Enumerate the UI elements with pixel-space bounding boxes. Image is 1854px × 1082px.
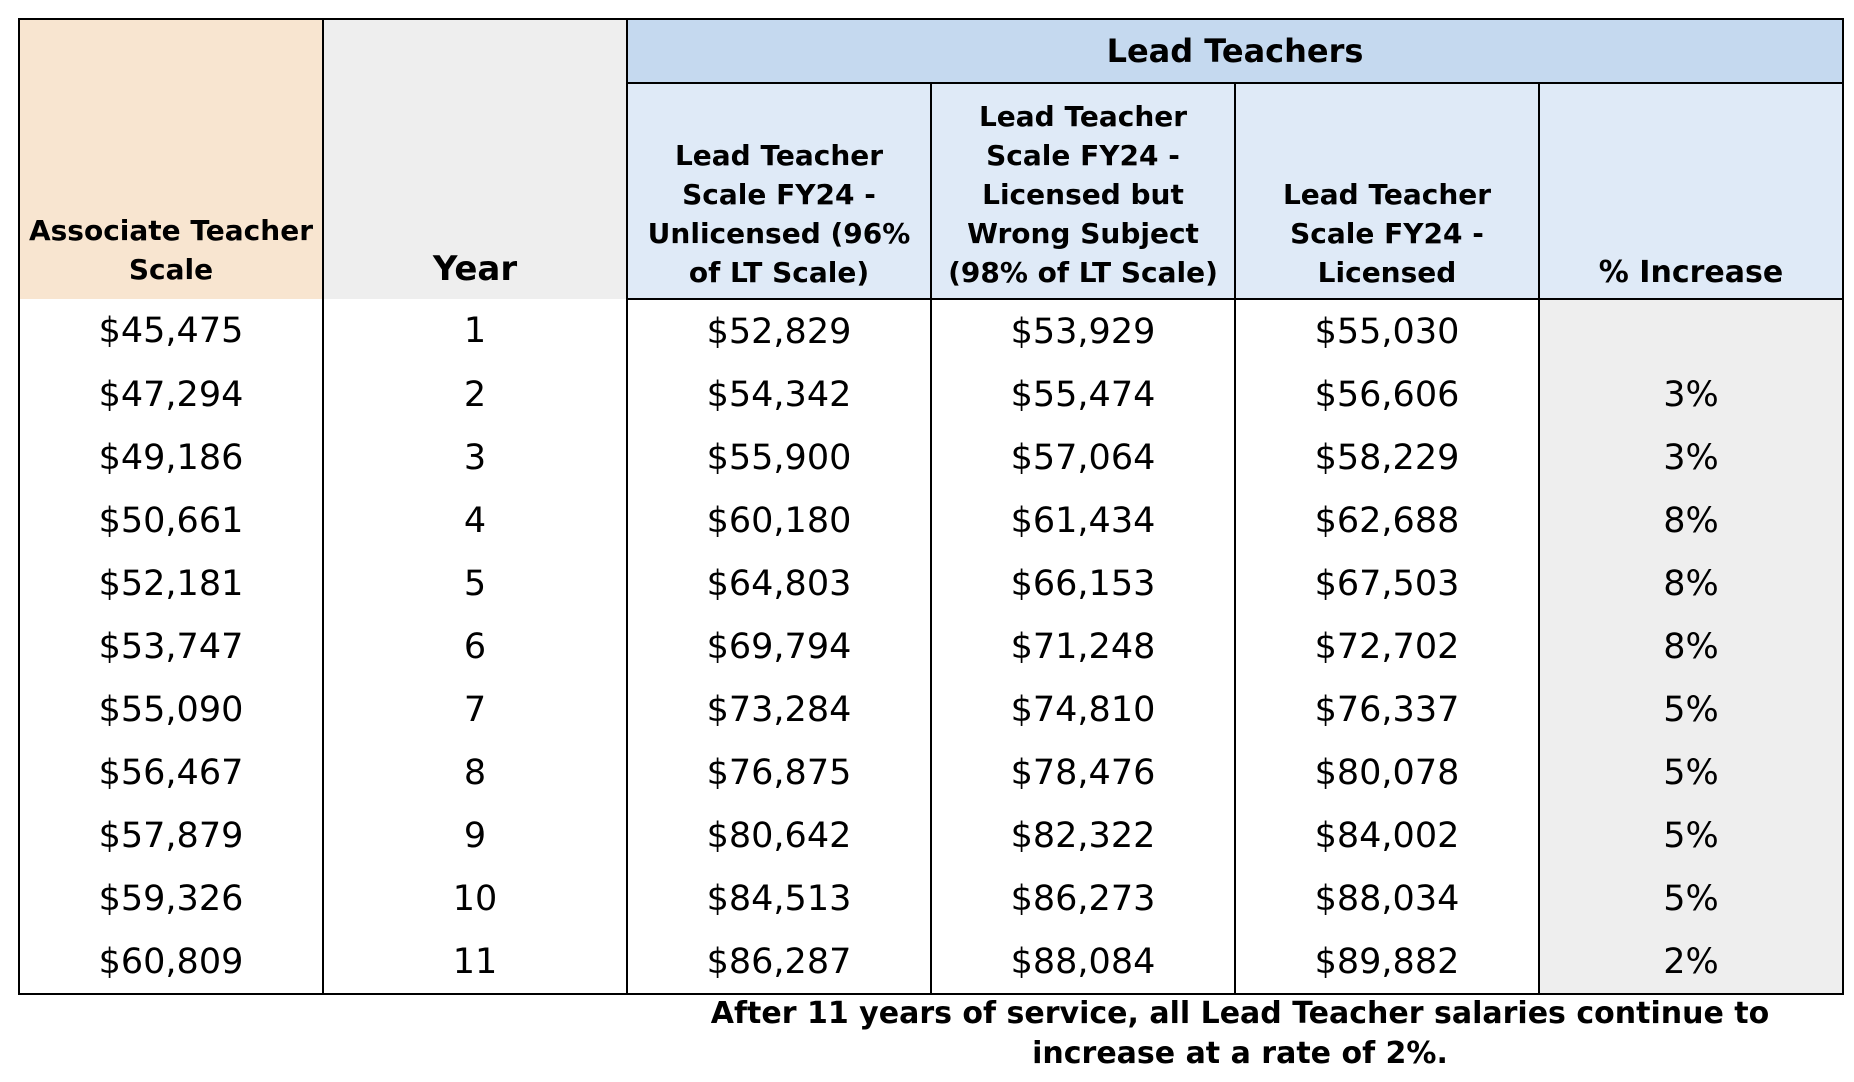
table-row	[19, 678, 1843, 741]
cell-lt-wrong-subject: $71,248	[931, 615, 1235, 678]
cell-pct-increase: 8%	[1539, 552, 1843, 615]
header-associate-scale: Associate Teacher Scale	[19, 19, 323, 299]
cell-lt-unlicensed: $76,875	[627, 741, 931, 804]
cell-year: 9	[323, 804, 627, 867]
cell-lt-unlicensed: $60,180	[627, 489, 931, 552]
cell-year: 3	[323, 426, 627, 489]
footnote: After 11 years of service, all Lead Teacher salaries continue to increase at a rate of 2%.	[710, 996, 1770, 1071]
salary-scale-table	[18, 18, 1844, 995]
cell-associate-scale: $49,186	[19, 426, 323, 489]
header-lt-wrong-subject: Lead Teacher Scale FY24 - Licensed but Wrong Subject (98% of LT Scale)	[931, 83, 1235, 299]
cell-lt-wrong-subject: $86,273	[931, 867, 1235, 930]
salary-scale-table-container	[18, 18, 1842, 995]
cell-pct-increase: 2%	[1539, 930, 1843, 994]
cell-lt-unlicensed: $84,513	[627, 867, 931, 930]
header-lt-unlicensed: Lead Teacher Scale FY24 - Unlicensed (96% of LT Scale)	[627, 83, 931, 299]
cell-lt-wrong-subject: $74,810	[931, 678, 1235, 741]
cell-pct-increase: 3%	[1539, 426, 1843, 489]
cell-lt-licensed: $84,002	[1235, 804, 1539, 867]
cell-lt-wrong-subject: $61,434	[931, 489, 1235, 552]
table-row	[19, 363, 1843, 426]
cell-lt-licensed: $58,229	[1235, 426, 1539, 489]
cell-lt-unlicensed: $86,287	[627, 930, 931, 994]
cell-year: 4	[323, 489, 627, 552]
cell-year: 11	[323, 930, 627, 994]
table-row	[19, 615, 1843, 678]
header-year: Year	[323, 19, 627, 299]
cell-pct-increase: 5%	[1539, 678, 1843, 741]
cell-associate-scale: $52,181	[19, 552, 323, 615]
cell-lt-wrong-subject: $82,322	[931, 804, 1235, 867]
header-lt-licensed: Lead Teacher Scale FY24 - Licensed	[1235, 83, 1539, 299]
cell-lt-licensed: $56,606	[1235, 363, 1539, 426]
cell-year: 2	[323, 363, 627, 426]
cell-lt-licensed: $80,078	[1235, 741, 1539, 804]
header-group-row	[19, 19, 1843, 83]
cell-associate-scale: $53,747	[19, 615, 323, 678]
cell-lt-wrong-subject: $57,064	[931, 426, 1235, 489]
cell-lt-licensed: $62,688	[1235, 489, 1539, 552]
cell-associate-scale: $50,661	[19, 489, 323, 552]
table-row	[19, 930, 1843, 994]
cell-pct-increase: 3%	[1539, 363, 1843, 426]
cell-lt-unlicensed: $69,794	[627, 615, 931, 678]
cell-pct-increase: 5%	[1539, 804, 1843, 867]
cell-lt-licensed: $89,882	[1235, 930, 1539, 994]
cell-lt-licensed: $76,337	[1235, 678, 1539, 741]
cell-associate-scale: $55,090	[19, 678, 323, 741]
table-row	[19, 426, 1843, 489]
cell-associate-scale: $60,809	[19, 930, 323, 994]
cell-lt-unlicensed: $80,642	[627, 804, 931, 867]
cell-lt-unlicensed: $52,829	[627, 299, 931, 363]
table-row	[19, 867, 1843, 930]
cell-lt-wrong-subject: $66,153	[931, 552, 1235, 615]
cell-pct-increase: 5%	[1539, 867, 1843, 930]
cell-lt-wrong-subject: $88,084	[931, 930, 1235, 994]
cell-associate-scale: $47,294	[19, 363, 323, 426]
cell-pct-increase	[1539, 299, 1843, 363]
table-row	[19, 741, 1843, 804]
cell-pct-increase: 5%	[1539, 741, 1843, 804]
cell-lt-licensed: $67,503	[1235, 552, 1539, 615]
cell-lt-unlicensed: $64,803	[627, 552, 931, 615]
cell-year: 7	[323, 678, 627, 741]
cell-lt-unlicensed: $73,284	[627, 678, 931, 741]
cell-lt-unlicensed: $55,900	[627, 426, 931, 489]
table-row	[19, 489, 1843, 552]
cell-year: 5	[323, 552, 627, 615]
cell-associate-scale: $45,475	[19, 299, 323, 363]
cell-lt-licensed: $72,702	[1235, 615, 1539, 678]
cell-lt-licensed: $88,034	[1235, 867, 1539, 930]
cell-lt-wrong-subject: $55,474	[931, 363, 1235, 426]
cell-year: 6	[323, 615, 627, 678]
table-row	[19, 552, 1843, 615]
cell-associate-scale: $56,467	[19, 741, 323, 804]
cell-lt-unlicensed: $54,342	[627, 363, 931, 426]
cell-pct-increase: 8%	[1539, 615, 1843, 678]
cell-year: 8	[323, 741, 627, 804]
cell-pct-increase: 8%	[1539, 489, 1843, 552]
cell-year: 10	[323, 867, 627, 930]
table-row	[19, 804, 1843, 867]
header-lead-teachers: Lead Teachers	[627, 19, 1843, 83]
table-row	[19, 299, 1843, 363]
cell-lt-licensed: $55,030	[1235, 299, 1539, 363]
cell-year: 1	[323, 299, 627, 363]
cell-associate-scale: $57,879	[19, 804, 323, 867]
header-pct-increase: % Increase	[1539, 83, 1843, 299]
cell-lt-wrong-subject: $53,929	[931, 299, 1235, 363]
cell-lt-wrong-subject: $78,476	[931, 741, 1235, 804]
cell-associate-scale: $59,326	[19, 867, 323, 930]
